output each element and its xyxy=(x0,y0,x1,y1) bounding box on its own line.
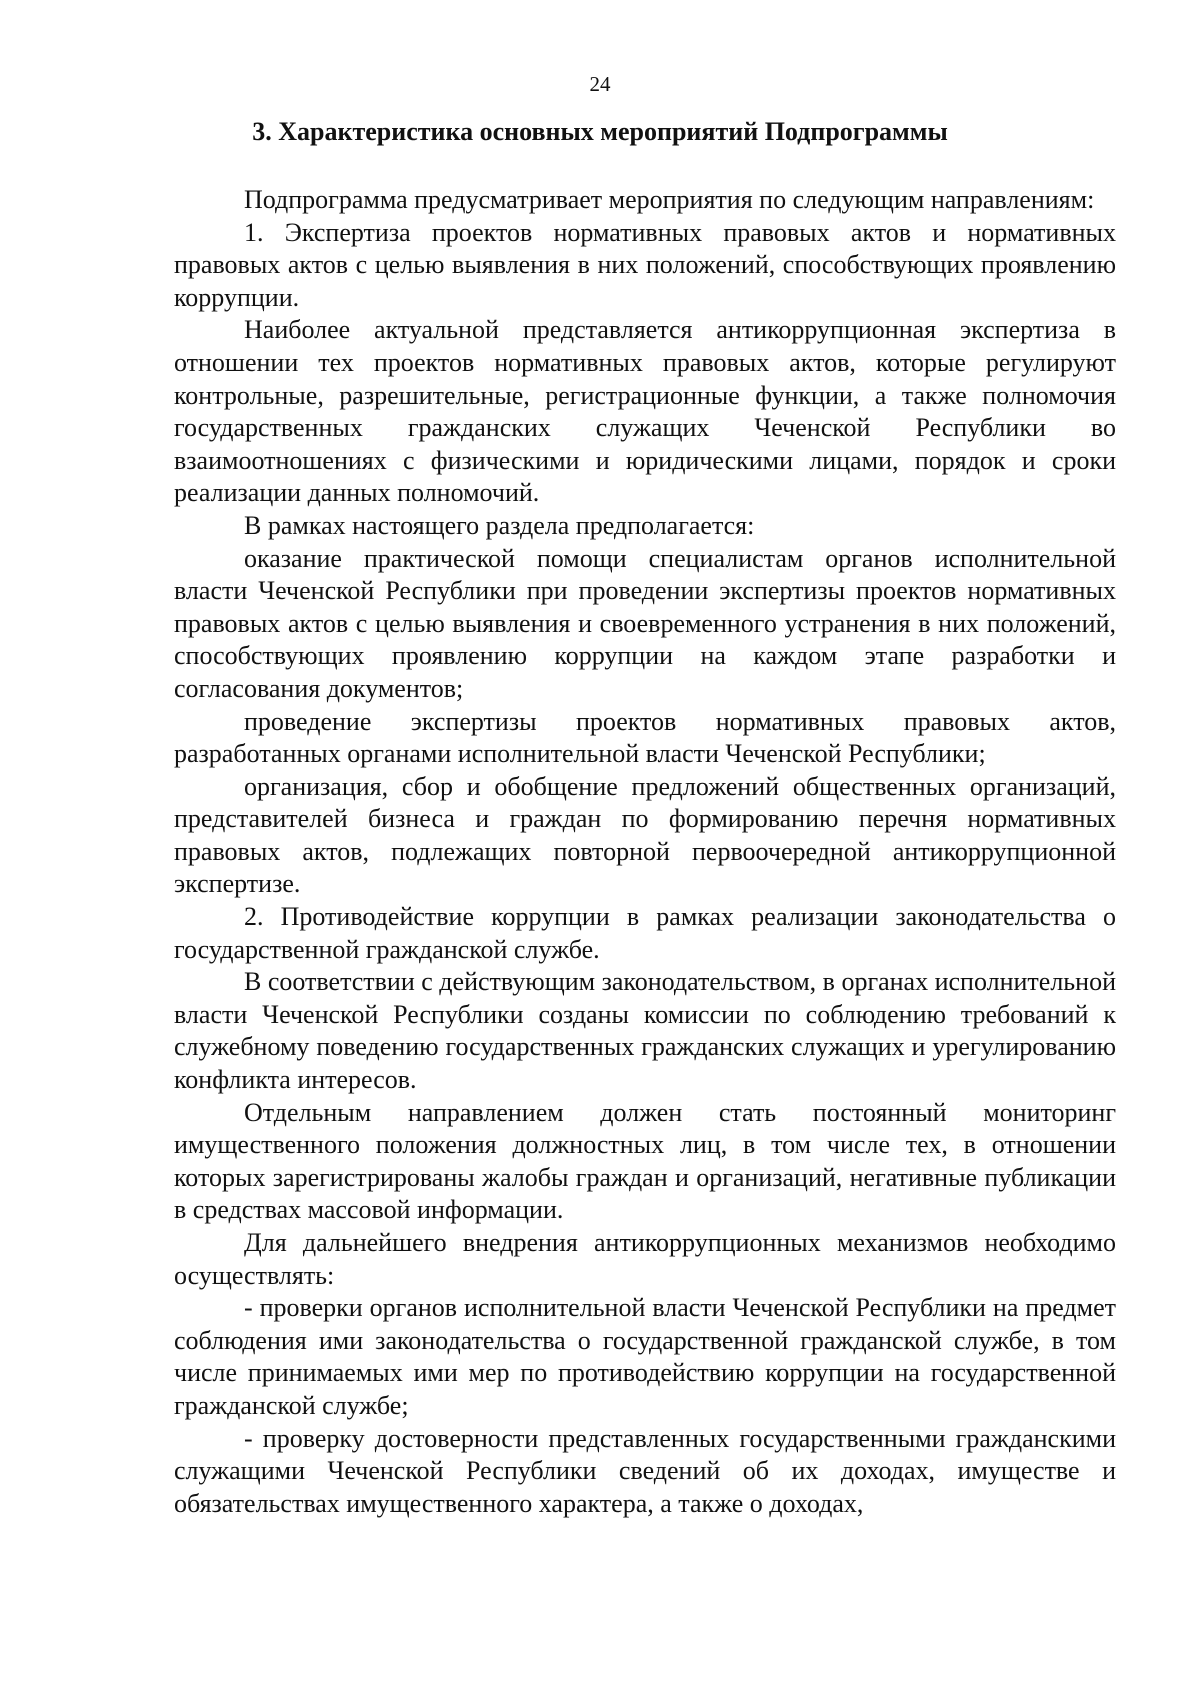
paragraph-item-1: 1. Экспертиза проектов нормативных правовых актов и нормативных правовых актов с целью выявления в них положений, способствующих проявлению коррупции. xyxy=(174,217,1116,312)
paragraph-checks: - проверки органов исполнительной власти Чеченской Республики на предмет соблюдения ими законодательства о государственной гражданской службе, в том числе принимаемых ими мер по противодействию коррупции на государственной гражданской службе; xyxy=(174,1293,1116,1420)
paragraph-item-2: 2. Противодействие коррупции в рамках реализации законодательства о государственной гражданской службе. xyxy=(174,902,1116,964)
section-heading: 3. Характеристика основных мероприятий Подпрограммы xyxy=(252,117,948,146)
paragraph-section-scope: В рамках настоящего раздела предполагается: xyxy=(244,510,755,540)
paragraph-practical-help: оказание практической помощи специалистам органов исполнительной власти Чеченской Республики при проведении экспертизы проектов нормативных правовых актов с целью выявления и своевременного устранения в них положений, способствующих проявлению коррупции на каждом этапе разработки и согласования документов; xyxy=(174,543,1116,703)
paragraph-intro: Подпрограмма предусматривает мероприятия по следующим направлениям: xyxy=(244,185,1095,214)
page-number: 24 xyxy=(589,72,611,96)
paragraph-mechanisms: Для дальнейшего внедрения антикоррупционных механизмов необходимо осуществлять: xyxy=(174,1228,1116,1290)
paragraph-expertise-conduct: проведение экспертизы проектов нормативных правовых актов, разработанных органами исполнительной власти Чеченской Республики; xyxy=(174,706,1116,769)
paragraph-proposals: организация, сбор и обобщение предложений общественных организаций, представителей бизнеса и граждан по формированию перечня нормативных правовых актов, подлежащих повторной первоочередной антикоррупционной экспертизе. xyxy=(174,771,1116,899)
paragraph-anticorruption-expertise: Наиболее актуальной представляется антикоррупционная экспертиза в отношении тех проектов нормативных правовых актов, которые регулируют контрольные, разрешительные, регистрационные функции, а также полномочия государственных гражданских служащих Чеченской Республики во взаимоотношениях с физическими и юридическими лицами, порядок и сроки реализации данных полномочий. xyxy=(174,315,1116,508)
paragraph-commissions: В соответствии с действующим законодательством, в органах исполнительной власти Чеченской Республики созданы комиссии по соблюдению требований к служебному поведению государственных гражданских служащих и урегулированию конфликта интересов. xyxy=(174,967,1116,1095)
section-body xyxy=(174,184,1116,1520)
paragraph-verification: - проверку достоверности представленных государственными гражданскими служащими Чеченской Республики сведений об их доходах, имуществе и обязательствах имущественного характера, а также о доходах, xyxy=(174,1423,1116,1518)
paragraph-monitoring: Отдельным направлением должен стать постоянный мониторинг имущественного положения должностных лиц, в том числе тех, в отношении которых зарегистрированы жалобы граждан и организаций, негативные публикации в средствах массовой информации. xyxy=(174,1097,1116,1225)
